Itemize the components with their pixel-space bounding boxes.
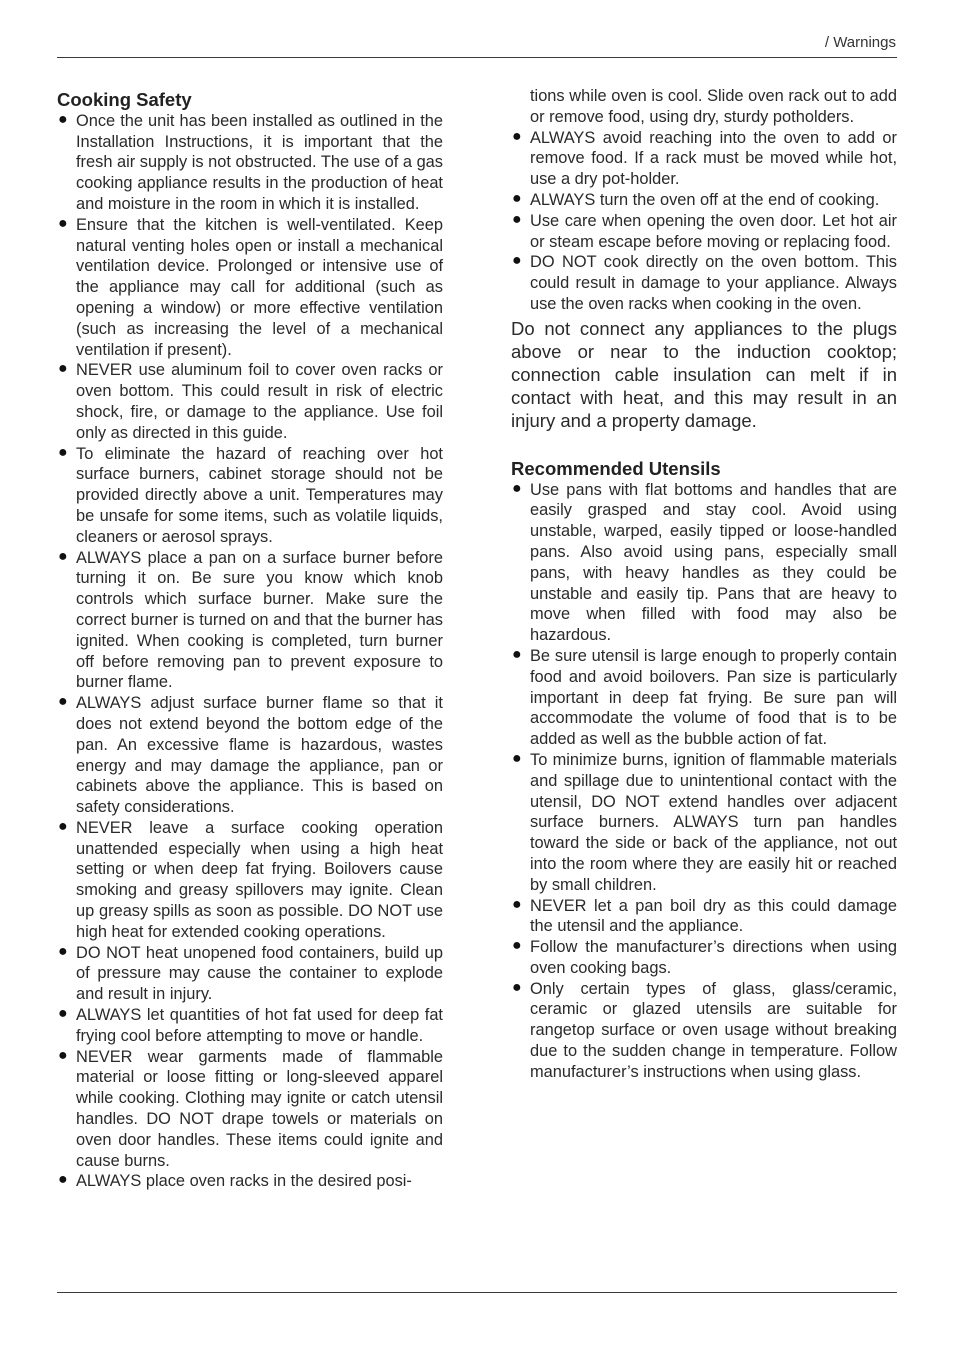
right-column (511, 86, 897, 1083)
list-item: ● NEVER wear garments made of flammable material or loose fitting or long-sleeved apparel while cooking. Clothing may ignite or catch utensil handles. DO NOT drape towels or materials on oven door handles. These items could ignite and cause burns. (58, 1046, 443, 1170)
bullet-icon: ● (512, 210, 522, 228)
bullet-icon: ● (58, 360, 68, 378)
footer-rule (57, 1292, 897, 1293)
bullet-icon: ● (58, 693, 68, 711)
header-rule (57, 57, 897, 58)
continued-list-text: tions while oven is cool. Slide oven rack out to add or remove food, using dry, sturdy potholders. (530, 87, 897, 126)
list-item: ● ALWAYS let quantities of hot fat used for deep fat frying cool before attempting to move or handle. (58, 1005, 443, 1045)
bullet-icon: ● (512, 189, 522, 207)
list-item: ● ALWAYS avoid reaching into the oven to add or remove food. If a rack must be moved while hot, use a dry pot-holder. (512, 127, 897, 189)
list-item: ● ALWAYS adjust surface burner flame so that it does not extend beyond the bottom edge of the pan. An excessive flame is hazardous, wastes energy and may damage the appliance, pan or cabinets above the appliance. This is based on safety considerations. (58, 693, 443, 817)
list-item: ● NEVER leave a surface cooking operation unattended especially when using a high heat setting or when deep fat frying. Boilovers cause smoking and greasy spillovers may ignite. Clean up greasy spills as soon as possible. DO NOT use high heat for extended cooking operations. (58, 817, 443, 941)
list-item: ● To eliminate the hazard of reaching over hot surface burners, cabinet storage should not be provided directly above a unit. Temperatures may be unsafe for some items, such as volatile liquids, cleaners or aerosol sprays. (58, 443, 443, 546)
section-spacer (511, 432, 897, 455)
bullet-icon: ● (58, 443, 68, 461)
list-item: ● Ensure that the kitchen is well-ventilated. Keep natural venting holes open or install a mechanical ventilation device. Prolonged or intensive use of the appliance may call for additional (such as opening a window) or more effective ventilation (such as increasing the level of a mechanical ventilation if present). (58, 214, 443, 359)
list-item: ● Use care when opening the oven door. Let hot air or steam escape before moving or replacing food. (512, 210, 897, 251)
running-header: / Warnings (824, 34, 896, 51)
cooking-safety-heading: Cooking Safety (57, 89, 192, 110)
bullet-icon: ● (512, 937, 522, 955)
list-item: ● Use pans with flat bottoms and handles that are easily grasped and stay cool. Avoid using unstable, warped, easily tipped or loose-handled pans. Also avoid using pans, especially small pans, with heavy handles as they could be unstable and easily tip. Pans that are heavy to move when filled with food may also be hazardous. (512, 479, 897, 645)
list-item: ● ALWAYS place oven racks in the desired posi- (58, 1171, 412, 1191)
list-item: ● Only certain types of glass, glass/ceramic, ceramic or glazed utensils are suitable for rangetop surface or oven usage without breaking due to the sudden change in temperature. Follow manufacturer’s instructions when using glass. (512, 978, 897, 1081)
list-item: ● To minimize burns, ignition of flammable materials and spillage due to unintentional contact with the utensil, DO NOT extend handles over adjacent surface burners. ALWAYS turn pan handles toward the side or back of the appliance, not out into the room where they are easily hit or reached by small children. (512, 749, 897, 894)
bullet-icon: ● (512, 479, 522, 497)
bullet-icon: ● (512, 749, 522, 767)
bullet-icon: ● (58, 110, 68, 128)
bullet-icon: ● (512, 252, 522, 270)
bullet-icon: ● (58, 1005, 68, 1023)
list-item: ● Once the unit has been installed as outlined in the Installation Instructions, it is important that the fresh air supply is not obstructed. The use of a gas cooking appliance results in the production of heat and moisture in the room in which it is installed. (58, 110, 443, 213)
induction-warning-paragraph: Do not connect any appliances to the plugs above or near to the induction cooktop; connection cable insulation can melt if in contact with heat, and this may result in an injury and a property damage. (511, 317, 897, 431)
bullet-icon: ● (58, 942, 68, 960)
list-item: ● ALWAYS turn the oven off at the end of cooking. (512, 189, 880, 209)
list-item: ● DO NOT cook directly on the oven bottom. This could result in damage to your appliance. Always use the oven racks when cooking in the oven. (512, 252, 897, 313)
bullet-icon: ● (58, 547, 68, 565)
list-item: ● ALWAYS place a pan on a surface burner before turning it on. Be sure you know which knob controls which surface burner. Make sure the correct burner is turned on and that the burner has ignited. When cooking is completed, turn burner off before removing pan to prevent exposure to burner flame. (58, 547, 443, 692)
list-item: ● Be sure utensil is large enough to properly contain food and avoid boilovers. Pan size is particularly important in deep fat frying. Be sure pan will accommodate the volume of food that is to be added as well as the bubble action of fat. (512, 645, 897, 749)
bullet-icon: ● (512, 895, 522, 913)
oven-safety-list (511, 128, 897, 315)
list-item: ● NEVER let a pan boil dry as this could damage the utensil and the appliance. (512, 895, 897, 936)
bullet-icon: ● (58, 817, 68, 835)
bullet-icon: ● (58, 1046, 68, 1064)
bullet-icon: ● (58, 1171, 68, 1189)
bullet-icon: ● (512, 127, 522, 145)
bullet-icon: ● (512, 645, 522, 663)
recommended-utensils-heading: Recommended Utensils (511, 457, 721, 479)
bullet-icon: ● (58, 214, 68, 232)
list-item: ● DO NOT heat unopened food containers, build up of pressure may cause the container to explode and result in injury. (58, 942, 443, 1004)
list-item: ● NEVER use aluminum foil to cover oven racks or oven bottom. This could result in risk of electric shock, fire, or damage to the appliance. Use foil only as directed in this guide. (58, 360, 443, 442)
left-column (57, 86, 443, 1192)
cooking-safety-list (57, 111, 443, 1192)
list-item: ● Follow the manufacturer’s directions when using oven cooking bags. (512, 937, 897, 977)
utensils-list (511, 480, 897, 1083)
bullet-icon: ● (512, 978, 522, 996)
